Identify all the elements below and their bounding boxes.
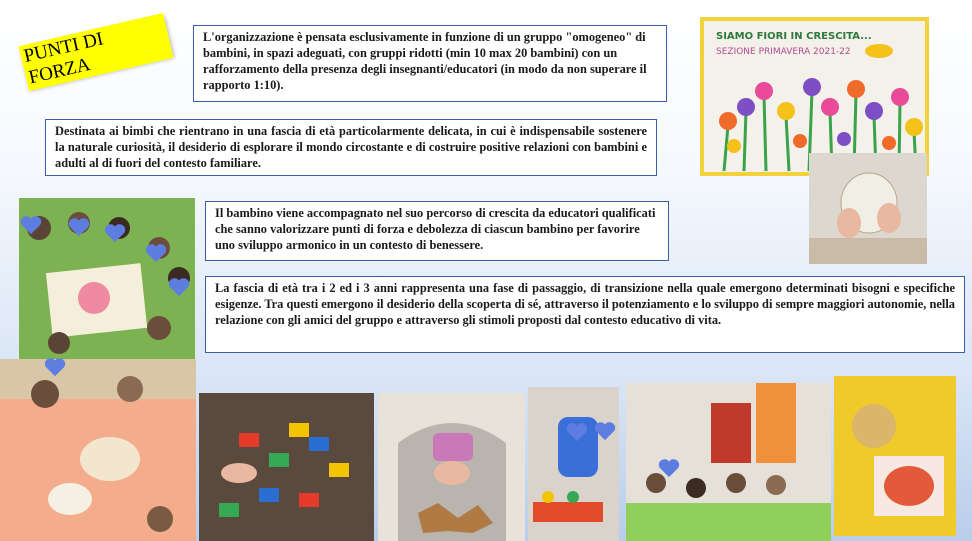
privacy-heart-icon (145, 242, 167, 264)
child-hands-illustration (809, 153, 927, 264)
poster-text-line1: SIAMO FIORI IN CRESCITA... (716, 31, 872, 42)
photo-child-painting (834, 376, 956, 536)
page-title: PUNTI DI FORZA (19, 13, 174, 91)
photo-child-drawing (809, 153, 927, 264)
privacy-heart-icon (566, 421, 588, 443)
photo-painting-table (0, 359, 196, 541)
photo-puppet-theater (626, 383, 831, 541)
text-educators: Il bambino viene accompagnato nel suo percorso di crescita da educatori qualificati che sanno valorizzare punti di forza e debolezza di ciascun bambino per favorire uno sviluppo armonico in un contesto di benessere. (215, 206, 656, 252)
child-leaves-illustration (378, 393, 525, 541)
privacy-heart-icon (68, 216, 90, 238)
child-hammer-illustration (528, 387, 619, 541)
privacy-heart-icon (20, 214, 42, 236)
child-painting-illustration (834, 376, 956, 536)
photo-child-leaves (378, 393, 525, 541)
puppet-theater-illustration (626, 383, 831, 541)
privacy-heart-icon (168, 276, 190, 298)
privacy-heart-icon (44, 356, 66, 378)
text-box-target (45, 119, 657, 176)
privacy-heart-icon (104, 222, 126, 244)
photo-blocks (199, 393, 374, 541)
painting-table-illustration (0, 359, 196, 541)
text-age-range: La fascia di età tra i 2 ed i 3 anni rappresenta una fase di passaggio, di transizione nella quale emergono determinati bisogni e specifiche esigenze. Tra questi emergono il desiderio della scoperta di sé, attraverso il potenziamento e lo sviluppo di sempre maggiori autonomie, nella relazione con gli amici del gruppo e attraverso gli stimoli proposti dal contesto educativo di vita. (215, 281, 955, 327)
text-organization: L'organizzazione è pensata esclusivamente in funzione di un gruppo "omogeneo" di bambini, in spazi adeguati, con gruppi ridotti (min 10 max 20 bambini) con un rafforzamento della presenza degli insegnanti/educatori (in modo da non superare il rapporto 1:10). (203, 30, 647, 92)
title-sticker (19, 15, 173, 89)
toy-blocks-illustration (199, 393, 374, 541)
text-box-age-range (205, 276, 965, 353)
text-target: Destinata ai bimbi che rientrano in una fascia di età particolarmente delicata, in cui è indispensabile sostenere la naturale curiosità, il desiderio di esplorare il mondo circostante e di costruire positive relazioni con bambini e adulti al di fuori del contesto familiare. (55, 124, 647, 170)
poster-text-line2: SEZIONE PRIMAVERA 2021-22 (716, 47, 851, 57)
text-box-educators (205, 201, 669, 261)
text-box-organization (193, 25, 667, 102)
privacy-heart-icon (658, 457, 680, 479)
photo-child-hammer (528, 387, 619, 541)
privacy-heart-icon (594, 420, 616, 442)
